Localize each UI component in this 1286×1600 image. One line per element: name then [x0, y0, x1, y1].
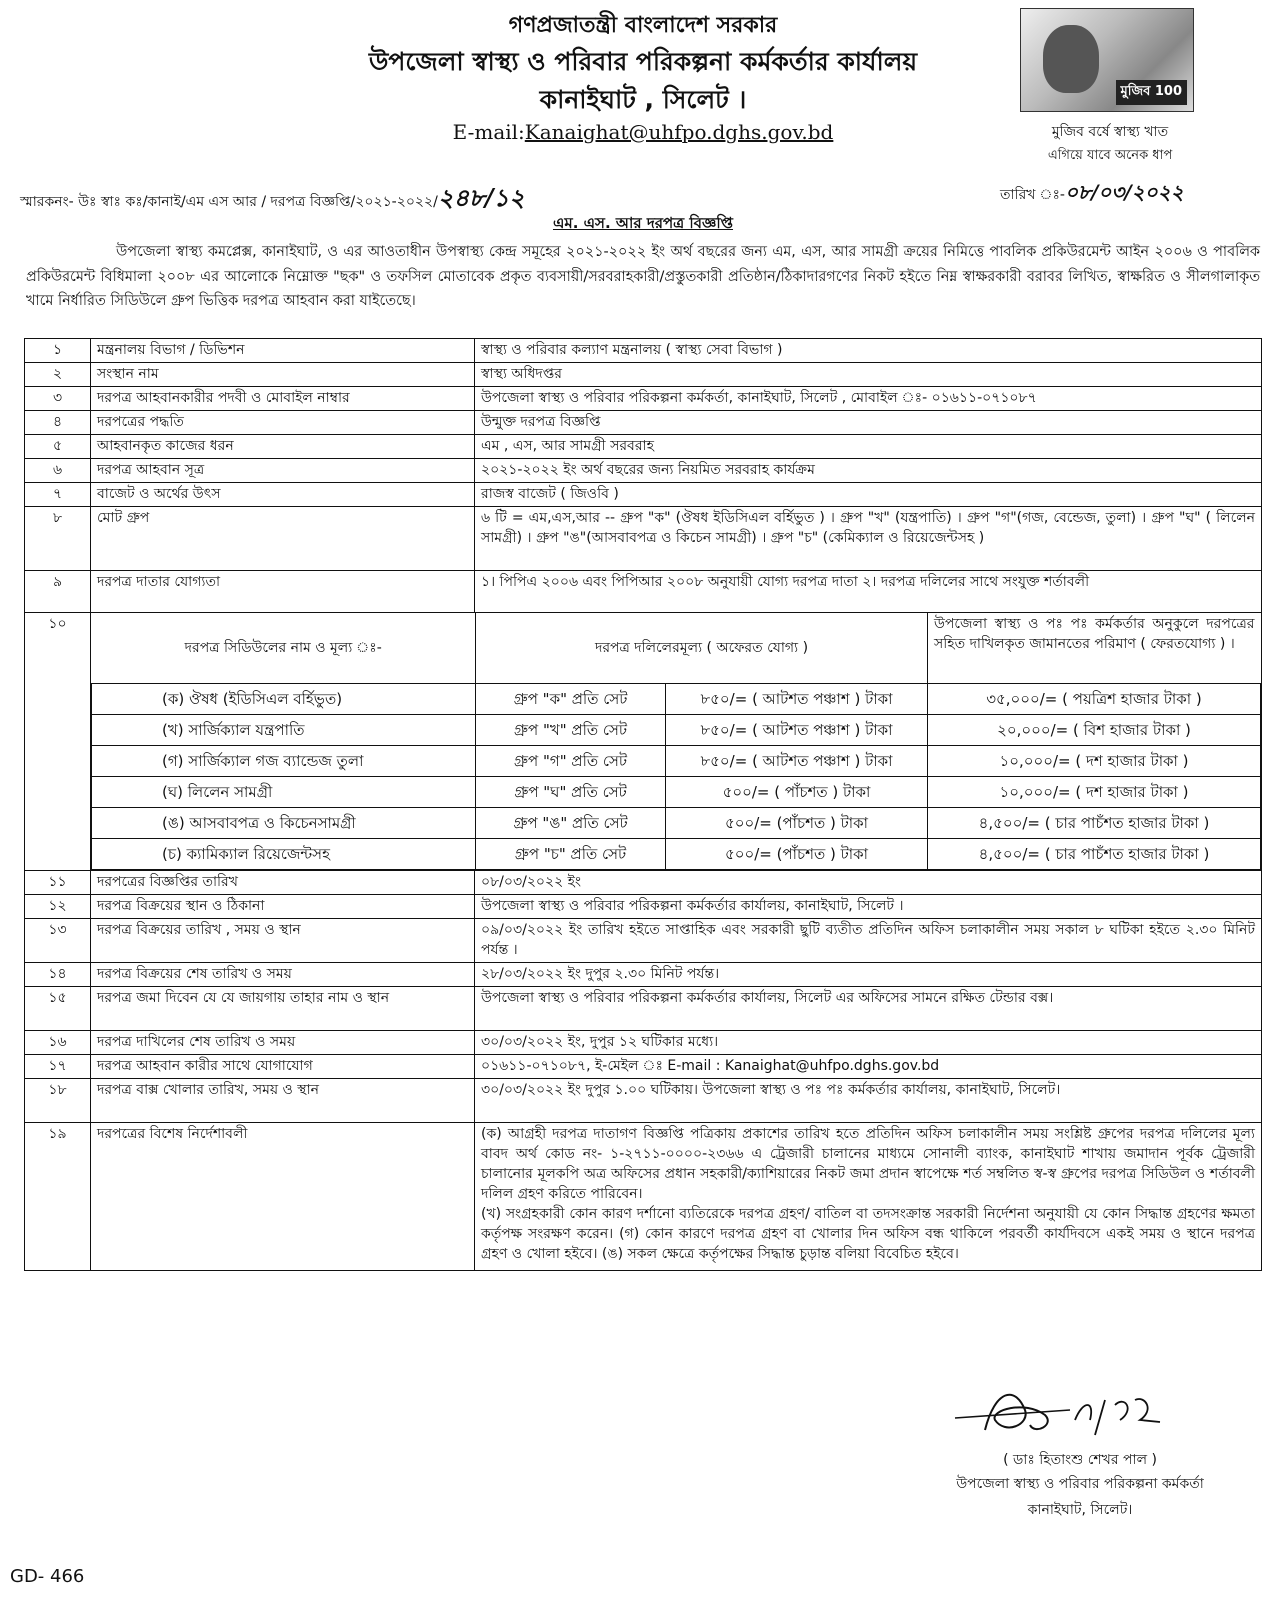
portrait-silhouette: [1043, 25, 1099, 93]
table-row: [25, 1078, 1262, 1122]
schedule-item-name: (চ) ক্যামিক্যাল রিয়েজেন্টসহ: [92, 838, 476, 869]
schedule-header-row: [92, 613, 1261, 683]
schedule-row: [92, 807, 1261, 838]
schedule-col-deposit: উপজেলা স্বাস্থ্য ও পঃ পঃ কর্মকর্তার অনুকুলে দরপত্রের সহিত দাখিলকৃত জামানতের পরিমাণ ( ফেরতযোগ্য ) ।: [928, 613, 1261, 683]
schedule-item-price: ৮৫০/= ( আটশত পঞ্চাশ ) টাকা: [666, 745, 928, 776]
row-value: ৩০/০৩/২০২২ ইং, দুপুর ১২ ঘটিকার মধ্যে।: [475, 1030, 1262, 1054]
row-label: দরপত্র বিক্রয়ের শেষ তারিখ ও সময়: [91, 962, 475, 986]
row-number: ১৯: [25, 1122, 91, 1270]
tender-details-table: [24, 338, 1262, 1271]
email-address[interactable]: Kanaighat@uhfpo.dghs.gov.bd: [524, 120, 834, 144]
row-value: ৩০/০৩/২০২২ ইং দুপুর ১.০০ ঘটিকায়। উপজেলা স্বাস্থ্য ও পঃ পঃ কর্মকর্তার কার্যালয়, কানাইঘাট, সিলেট।: [475, 1078, 1262, 1122]
table-row: [25, 339, 1262, 363]
row-label: দরপত্র আহবান কারীর সাথে যোগাযোগ: [91, 1054, 475, 1078]
schedule-item-name: (গ) সার্জিক্যাল গজ ব্যান্ডেজ তুলা: [92, 745, 476, 776]
row-value: ০১৬১১-০৭১০৮৭, ই-মেইল ঃ E-mail : Kanaighat@uhfpo.dghs.gov.bd: [475, 1054, 1262, 1078]
date-label: তারিখ ঃ-: [1000, 187, 1065, 203]
row-label: দরপত্রের পদ্ধতি: [91, 411, 475, 435]
schedule-item-group: গ্রুপ "চ" প্রতি সেট: [476, 838, 666, 869]
schedule-item-deposit: ৪,৫০০/= ( চার পাচঁশত হাজার টাকা ): [928, 807, 1261, 838]
memo-label: স্মারকনং- উঃ স্বাঃ কঃ/কানাই/এম এস আর / দরপত্র বিজ্ঞপ্তি/২০২১-২০২২/: [20, 194, 438, 210]
office-title: উপজেলা স্বাস্থ্য ও পরিবার পরিকল্পনা কর্মকর্তার কার্যালয়: [368, 47, 918, 76]
row-value: রাজস্ব বাজেট ( জিওবি ): [475, 483, 1262, 507]
row-label: বাজেট ও অর্থের উৎস: [91, 483, 475, 507]
table-row: [25, 571, 1262, 613]
table-row: [25, 1122, 1262, 1270]
row-label: দরপত্র দাতার যোগ্যতা: [91, 571, 475, 613]
table-row: [25, 870, 1262, 894]
memo-handwritten-number: ২৪৮/১২: [437, 183, 525, 212]
signature-image: [935, 1380, 1175, 1450]
row-number: ১৫: [25, 986, 91, 1030]
row-label: দরপত্রের বিজ্ঞপ্তির তারিখ: [91, 870, 475, 894]
row-value: উপজেলা স্বাস্থ্য ও পরিবার পরিকল্পনা কর্মকর্তার কার্যালয়, সিলেট এর অফিসের সামনে রক্ষিত টেন্ডার বক্স।: [475, 986, 1262, 1030]
row-label: মন্ত্রনালয় বিভাগ / ডিভিশন: [91, 339, 475, 363]
schedule-item-price: ৮৫০/= ( আটশত পঞ্চাশ ) টাকা: [666, 683, 928, 714]
row-number: ৩: [25, 387, 91, 411]
schedule-item-deposit: ১০,০০০/= ( দশ হাজার টাকা ): [928, 776, 1261, 807]
row-value: ২৮/০৩/২০২২ ইং দুপুর ২.৩০ মিনিট পর্যন্ত।: [475, 962, 1262, 986]
table-row: [25, 411, 1262, 435]
table-row: [25, 387, 1262, 411]
mujib-slogan-line1: মুজিব বর্ষে স্বাস্থ্য খাত: [1051, 124, 1169, 140]
schedule-row: [92, 745, 1261, 776]
row-number: ১৩: [25, 918, 91, 962]
schedule-item-deposit: ৪,৫০০/= ( চার পাচঁশত হাজার টাকা ): [928, 838, 1261, 869]
intro-paragraph: উপজেলা স্বাস্থ্য কমপ্লেক্স, কানাইঘাট, ও এর আওতাধীন উপস্বাস্থ্য কেন্দ্র সমূহের ২০২১-২০২২ ইং অর্থ বছরের জন্য এম, এস, আর সামগ্রী ক্রয়ের নিমিত্তে পাবলিক প্রকিউরমেন্ট আইন ২০০৬ ও পাবলিক প্রকিউরমেন্ট বিধিমালা ২০০৮ এর আলোকে নিম্নোক্ত "ছক" ও তফসিল মোতাবেক প্রকৃত ব্যবসায়ী/সরবরাহকারী/প্রস্তুতকারী প্রতিষ্ঠান/ঠিকাদারগণের নিকট হইতে নিম্ন স্বাক্ষরকারী বরাবর লিখিত, স্বাক্ষরিত ও সীলগালাকৃত খামে নির্ধারিত সিডিউলে গ্রুপ ভিত্তিক দরপত্র আহবান করা যাইতেছে।: [26, 244, 1260, 309]
schedule-row: [92, 714, 1261, 745]
schedule-item-price: ৫০০/= ( পাঁচশত ) টাকা: [666, 776, 928, 807]
row-label: দরপত্র আহবানকারীর পদবী ও মোবাইল নাম্বার: [91, 387, 475, 411]
row-number: ২: [25, 363, 91, 387]
row-number: ৯: [25, 571, 91, 613]
table-row: [25, 918, 1262, 962]
schedule-row: [92, 683, 1261, 714]
schedule-col-name: দরপত্র সিডিউলের নাম ও মূল্য ঃ-: [92, 613, 476, 683]
schedule-item-name: (ঘ) লিলেন সামগ্রী: [92, 776, 476, 807]
mujib-slogan-line2: এগিয়ে যাবে অনেক ধাপ: [1047, 148, 1173, 163]
row-label: দরপত্র আহবান সূত্র: [91, 459, 475, 483]
schedule-item-deposit: ৩৫,০০০/= ( পয়ত্রিশ হাজার টাকা ): [928, 683, 1261, 714]
row-number: ৮: [25, 507, 91, 571]
signatory-designation: উপজেলা স্বাস্থ্য ও পরিবার পরিকল্পনা কর্মকর্তা: [956, 1476, 1204, 1492]
row-label: মোট গ্রুপ: [91, 507, 475, 571]
row-value: ০৯/০৩/২০২২ ইং তারিখ হইতে সাপ্তাহিক এবং সরকারী ছুটি ব্যতীত প্রতিদিন অফিস চলাকালীন সময় সকাল ৮ ঘটিকা হইতে ২.৩০ মিনিট পর্যন্ত ।: [475, 918, 1262, 962]
gd-code: GD- 466: [10, 1566, 85, 1587]
schedule-item-deposit: ২০,০০০/= ( বিশ হাজার টাকা ): [928, 714, 1261, 745]
schedule-row: [92, 838, 1261, 869]
schedule-item-name: (ঙ) আসবাবপত্র ও কিচেনসামগ্রী: [92, 807, 476, 838]
row-label: সংস্থান নাম: [91, 363, 475, 387]
row-number: ৫: [25, 435, 91, 459]
schedule-table: [91, 613, 1261, 870]
schedule-item-group: গ্রুপ "খ" প্রতি সেট: [476, 714, 666, 745]
table-row: [25, 1054, 1262, 1078]
schedule-item-group: গ্রুপ "ঘ" প্রতি সেট: [476, 776, 666, 807]
row-label: দরপত্র বাক্স খোলার তারিখ, সময় ও স্থান: [91, 1078, 475, 1122]
row-label: দরপত্রের বিশেষ নির্দেশাবলী: [91, 1122, 475, 1270]
signatory-location: কানাইঘাট, সিলেট।: [1027, 1502, 1133, 1518]
row-number: ১২: [25, 894, 91, 918]
table-row: [25, 483, 1262, 507]
table-row: [25, 435, 1262, 459]
row-number: ১৬: [25, 1030, 91, 1054]
row-number: ১৮: [25, 1078, 91, 1122]
row-label: দরপত্র জমা দিবেন যে যে জায়গায় তাহার নাম ও স্থান: [91, 986, 475, 1030]
table-row: [25, 459, 1262, 483]
row-value: স্বাস্থ্য ও পরিবার কল্যাণ মন্ত্রনালয় ( স্বাস্থ্য সেবা বিভাগ ): [475, 339, 1262, 363]
instruction-part-2: (খ) সংগ্রহকারী কোন কারণ দর্শানো ব্যতিরেকে দরপত্র গ্রহণ/ বাতিল বা তদসংক্রান্ত সরকারী নির্দেশনা অনুযায়ী যে কোন সিদ্ধান্ত গ্রহণের ক্ষমতা কর্তৃপক্ষ সংরক্ষণ করেন। (গ) কোন কারণে দরপত্র গ্রহণ বা খোলার দিন অফিস বন্ধ থাকিলে পরবর্তী কার্যদিবসে একই সময় ও স্থানে দরপত্র গ্রহণ ও খোলা হইবে। (ঙ) সকল ক্ষেত্রে কর্তৃপক্ষের সিদ্ধান্ত চুড়ান্ত বলিয়া বিবেচিত হইবে।: [481, 1205, 1255, 1262]
row-value: ৬ টি = এম,এস,আর -- গ্রুপ "ক" (ঔষধ ইডিসিএল বর্হিভুত ) । গ্রুপ "খ" (যন্ত্রপাতি) । গ্রুপ "গ"(গজ, বেন্ডেজ, তুলা) । গ্রুপ "ঘ" ( লিলেন সামগ্রী) । গ্রুপ "ঙ"(আসবাবপত্র ও কিচেন সামগ্রী) । গ্রুপ "চ" (কেমিক্যাল ও রিয়েজেন্টসহ ): [475, 507, 1262, 571]
row-number: ১১: [25, 870, 91, 894]
memo-date: [1000, 178, 1184, 211]
row-number: ১: [25, 339, 91, 363]
row-label: দরপত্র বিক্রয়ের তারিখ , সময় ও স্থান: [91, 918, 475, 962]
mujib-portrait-image: [1020, 8, 1194, 112]
schedule-item-name: (খ) সার্জিক্যাল যন্ত্রপাতি: [92, 714, 476, 745]
notice-title: [0, 212, 1286, 237]
schedule-item-group: গ্রুপ "গ" প্রতি সেট: [476, 745, 666, 776]
schedule-item-price: ৫০০/= (পাঁচশত ) টাকা: [666, 807, 928, 838]
schedule-col-price: দরপত্র দলিলেরমূল্য ( অফেরত যোগ্য ): [476, 613, 928, 683]
row-value: ১। পিপিএ ২০০৬ এবং পিপিআর ২০০৮ অনুযায়ী যোগ্য দরপত্র দাতা ২। দরপত্র দলিলের সাথে সংযুক্ত শর্তাবলী: [475, 571, 1262, 613]
row-number: ৭: [25, 483, 91, 507]
row-value: উপজেলা স্বাস্থ্য ও পরিবার পরিকল্পনা কর্মকর্তার কার্যালয়, কানাইঘাট, সিলেট ।: [475, 894, 1262, 918]
table-row: [25, 986, 1262, 1030]
schedule-item-group: গ্রুপ "ঙ" প্রতি সেট: [476, 807, 666, 838]
row-value: স্বাস্থ্য অধিদপ্তর: [475, 363, 1262, 387]
notice-title-text: এম. এস. আর দরপত্র বিজ্ঞপ্তি: [552, 214, 734, 232]
row-value: উন্মুক্ত দরপত্র বিজ্ঞপ্তি: [475, 411, 1262, 435]
table-row: [25, 894, 1262, 918]
row-label: দরপত্র বিক্রয়ের স্থান ও ঠিকানা: [91, 894, 475, 918]
row-number: ১৪: [25, 962, 91, 986]
row-number: ১৭: [25, 1054, 91, 1078]
schedule-item-group: গ্রুপ "ক" প্রতি সেট: [476, 683, 666, 714]
table-row-schedule: [25, 613, 1262, 871]
govt-title: গণপ্রজাতন্ত্রী বাংলাদেশ সরকার: [508, 13, 778, 38]
table-row: [25, 507, 1262, 571]
row-label: আহবানকৃত কাজের ধরন: [91, 435, 475, 459]
schedule-cell: [91, 613, 1262, 871]
row-value: ২০২১-২০২২ ইং অর্থ বছরের জন্য নিয়মিত সরবরাহ কার্যক্রম: [475, 459, 1262, 483]
office-location: কানাইঘাট , সিলেট ।: [539, 85, 747, 114]
instruction-part-1: (ক) আগ্রহী দরপত্র দাতাগণ বিজ্ঞপ্তি পত্রিকায় প্রকাশের তারিখ হতে প্রতিদিন অফিস চলাকালীন সময় সংশ্লিষ্ট গ্রুপের দরপত্র দলিলের মূল্য বাবদ অর্থ কোড নং- ১-২৭১১-০০০০-২৩৬৬ এ ট্রেজারী চালানের মাধ্যমে সোনালী ব্যাংক, কানাইঘাট শাখায় জমাদান পূর্বক ট্রেজারী চালানোর মূলকপি অত্র অফিসের প্রধান সহকারী/ক্যাশিয়ারের নিকট জমা প্রদান স্বাপেক্ষে শর্ত সম্বলিত স্ব-স্ব গ্রুপের দরপত্র সিডিউল ও শর্তাবলী দলিল গ্রহণ করিতে পারিবেন।: [481, 1125, 1255, 1202]
row-label: দরপত্র দাখিলের শেষ তারিখ ও সময়: [91, 1030, 475, 1054]
row-value: এম , এস, আর সামগ্রী সরবরাহ: [475, 435, 1262, 459]
row-number: ৬: [25, 459, 91, 483]
email-prefix: E-mail:: [452, 120, 525, 144]
mujib100-badge: মুজিব 100: [1116, 80, 1187, 105]
schedule-row: [92, 776, 1261, 807]
date-handwritten: ০৮/০৩/২০২২: [1064, 180, 1184, 204]
table-row: [25, 1030, 1262, 1054]
row-number: ৪: [25, 411, 91, 435]
schedule-item-name: (ক) ঔষধ (ইডিসিএল বর্হিভুত): [92, 683, 476, 714]
row-value: উপজেলা স্বাস্থ্য ও পরিবার পরিকল্পনা কর্মকর্তা, কানাইঘাট, সিলেট , মোবাইল ঃ- ০১৬১১-০৭১০৮৭: [475, 387, 1262, 411]
row-number: ১০: [25, 613, 91, 871]
schedule-item-deposit: ১০,০০০/= ( দশ হাজার টাকা ): [928, 745, 1261, 776]
row-value: ০৮/০৩/২০২২ ইং: [475, 870, 1262, 894]
schedule-item-price: ৮৫০/= ( আটশত পঞ্চাশ ) টাকা: [666, 714, 928, 745]
row-value: [475, 1122, 1262, 1270]
table-row: [25, 363, 1262, 387]
table-row: [25, 962, 1262, 986]
signatory-name: ( ডাঃ হিতাংশু শেখর পাল ): [1003, 1452, 1157, 1468]
schedule-item-price: ৫০০/= (পাঁচশত ) টাকা: [666, 838, 928, 869]
